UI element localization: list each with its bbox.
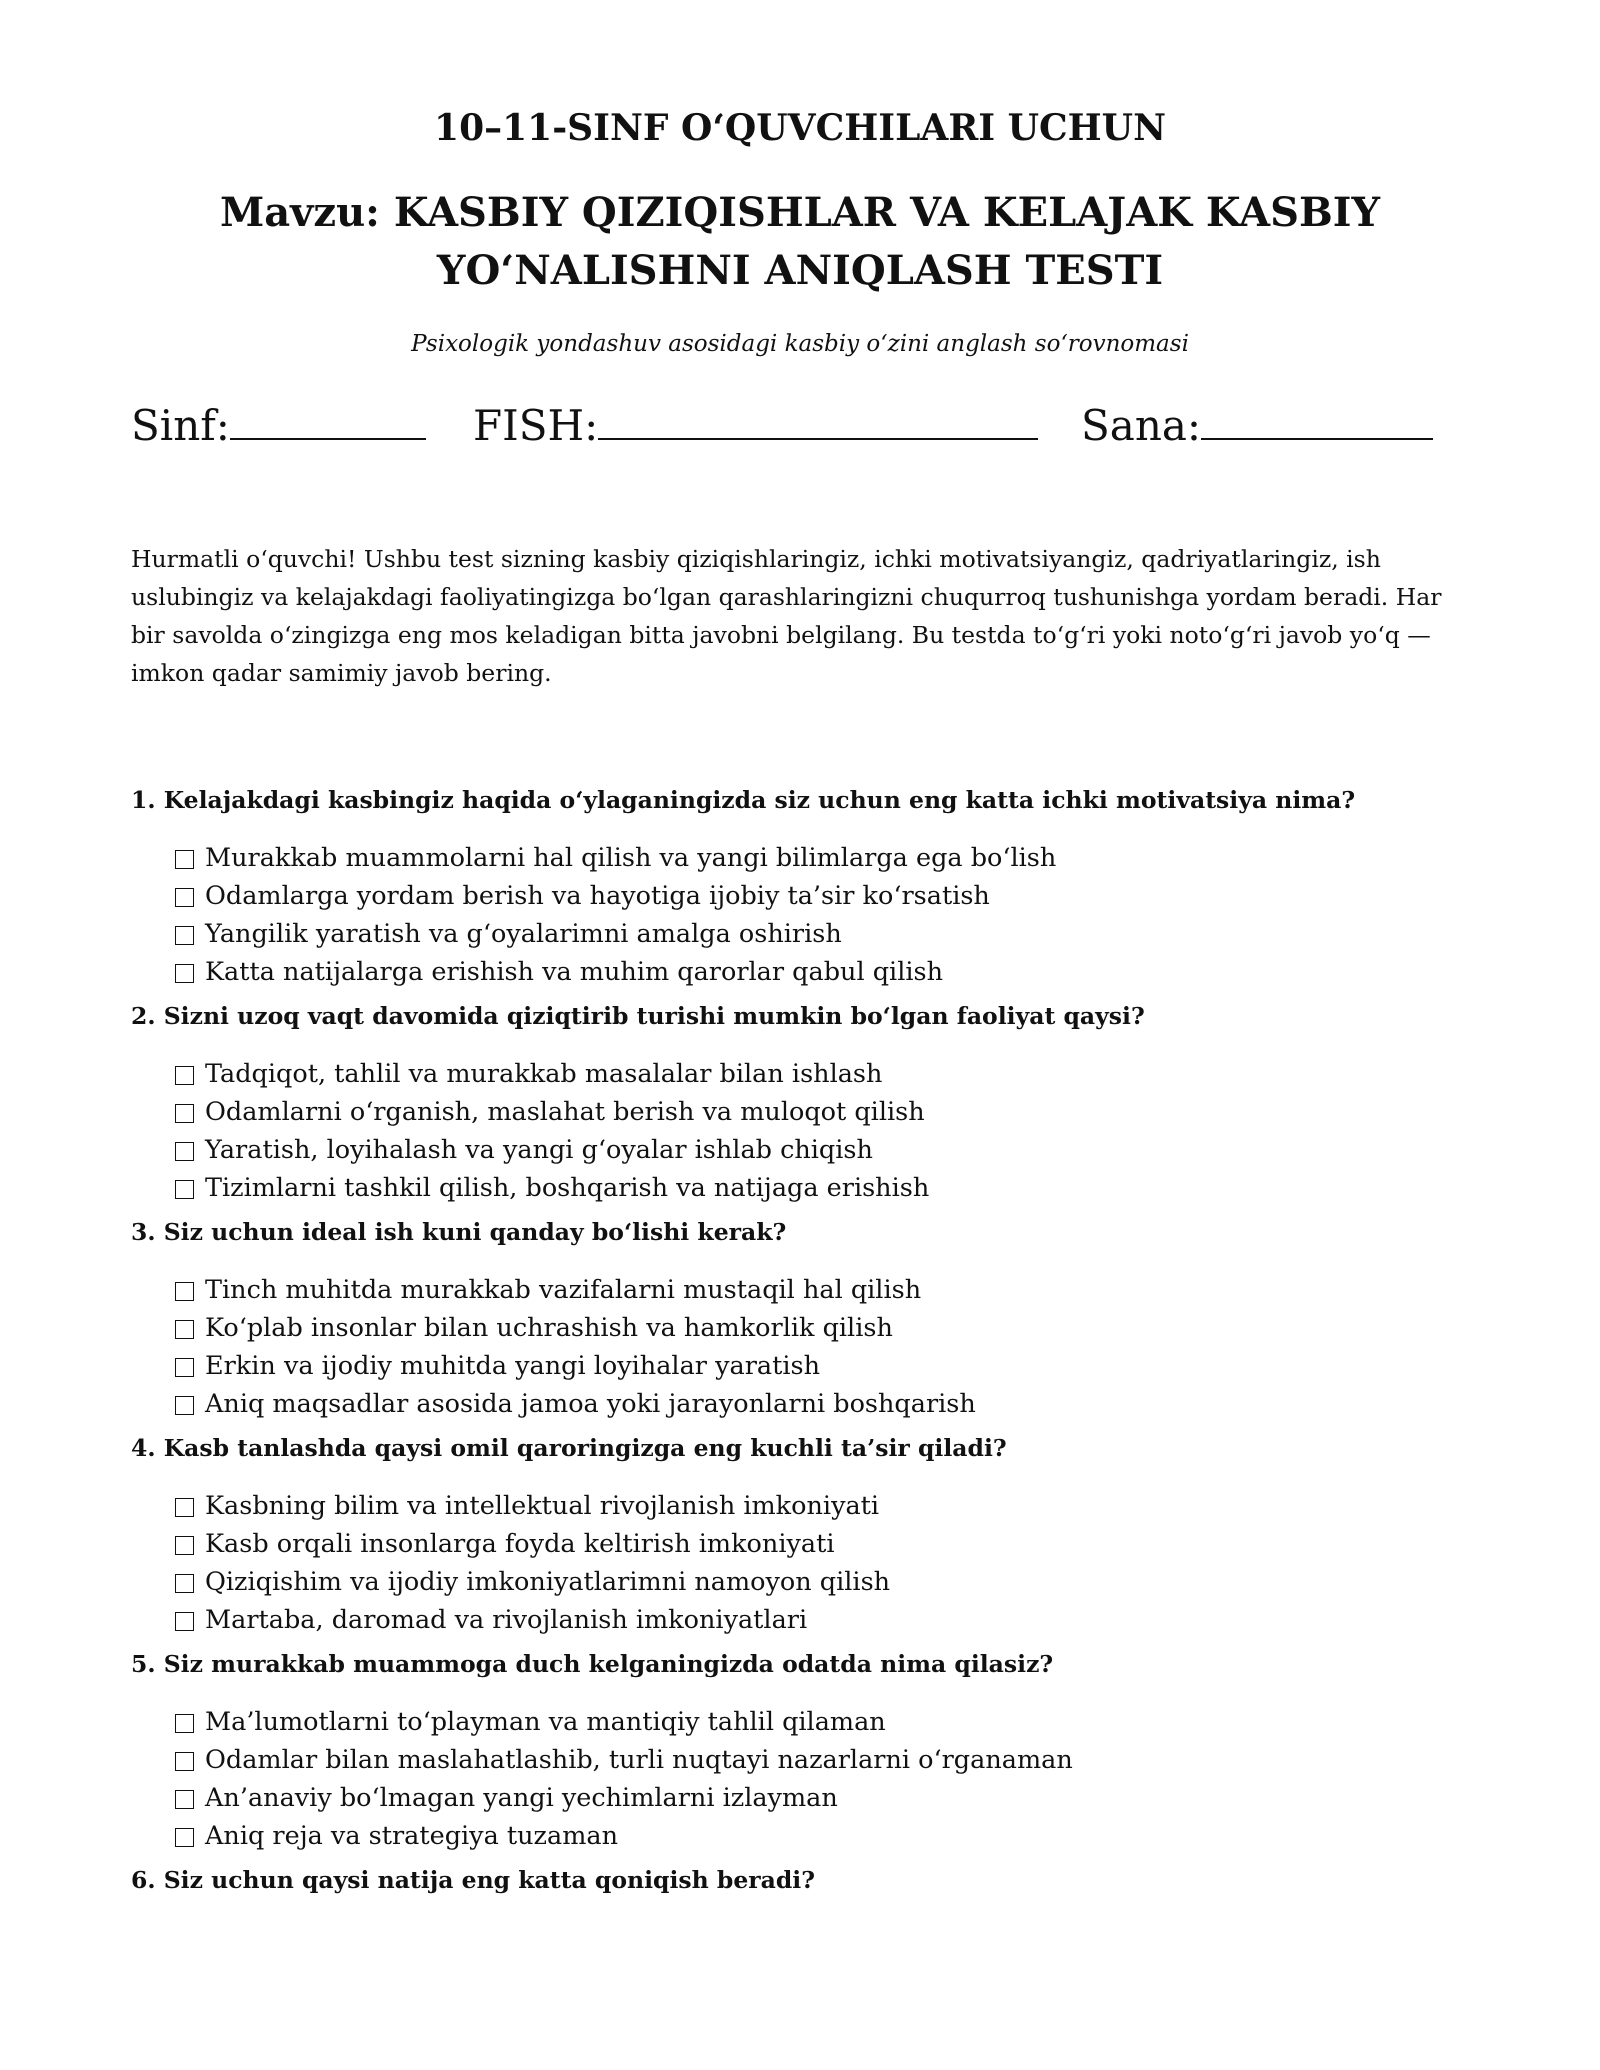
- checkbox-icon[interactable]: [175, 1752, 194, 1771]
- answer-option[interactable]: [175, 1055, 1471, 1093]
- answer-option-label: Odamlarni o‘rganish, maslahat berish va muloqot qilish: [205, 1097, 925, 1127]
- answer-option[interactable]: [175, 1779, 1471, 1817]
- checkbox-icon[interactable]: [175, 1612, 194, 1631]
- answer-options: [175, 1055, 1471, 1207]
- date-field: [1081, 392, 1433, 456]
- answer-option-label: Katta natijalarga erishish va muhim qarorlar qabul qilish: [205, 957, 944, 987]
- name-field: [473, 392, 1038, 456]
- answer-option-label: Yaratish, loyihalash va yangi g‘oyalar ishlab chiqish: [205, 1135, 873, 1165]
- answer-option-label: Martaba, daromad va rivojlanish imkoniyatlari: [205, 1605, 808, 1635]
- question-list: [131, 783, 1471, 1905]
- class-label: Sinf:: [131, 401, 230, 450]
- checkbox-icon[interactable]: [175, 850, 194, 869]
- question-block: [131, 1863, 1471, 1897]
- answer-options: [175, 1271, 1471, 1423]
- question-block: [131, 783, 1471, 991]
- answer-option[interactable]: [175, 1741, 1471, 1779]
- topic-title: Mavzu: KASBIY QIZIQISHLAR VA KELAJAK KASBIY YO‘NALISHNI ANIQLASH TESTI: [219, 189, 1381, 294]
- question-text: 3. Siz uchun ideal ish kuni qanday bo‘lishi kerak?: [131, 1218, 787, 1246]
- answer-option-label: Aniq maqsadlar asosida jamoa yoki jarayonlarni boshqarish: [205, 1389, 976, 1419]
- answer-option-label: An’anaviy bo‘lmagan yangi yechimlarni izlayman: [205, 1783, 838, 1813]
- answer-option-label: Ko‘plab insonlar bilan uchrashish va hamkorlik qilish: [205, 1313, 893, 1343]
- answer-option[interactable]: [175, 1563, 1471, 1601]
- answer-option-label: Odamlarga yordam berish va hayotiga ijobiy ta’sir ko‘rsatish: [205, 881, 990, 911]
- name-blank[interactable]: [598, 392, 1038, 440]
- question-block: [131, 1215, 1471, 1423]
- answer-option-label: Kasb orqali insonlarga foyda keltirish imkoniyati: [205, 1529, 835, 1559]
- answer-option[interactable]: [175, 1093, 1471, 1131]
- answer-option[interactable]: [175, 1525, 1471, 1563]
- answer-option[interactable]: [175, 1169, 1471, 1207]
- answer-option[interactable]: [175, 1271, 1471, 1309]
- answer-option-label: Tadqiqot, tahlil va murakkab masalalar bilan ishlash: [205, 1059, 883, 1089]
- question-text: 6. Siz uchun qaysi natija eng katta qoniqish beradi?: [131, 1866, 816, 1894]
- answer-option[interactable]: [175, 953, 1471, 991]
- answer-option-label: Erkin va ijodiy muhitda yangi loyihalar yaratish: [205, 1351, 821, 1381]
- answer-options: [175, 1703, 1471, 1855]
- class-blank[interactable]: [230, 392, 426, 440]
- answer-option[interactable]: [175, 839, 1471, 877]
- answer-option[interactable]: [175, 1817, 1471, 1855]
- question-text: 2. Sizni uzoq vaqt davomida qiziqtirib turishi mumkin bo‘lgan faoliyat qaysi?: [131, 1002, 1145, 1030]
- answer-option-label: Tinch muhitda murakkab vazifalarni mustaqil hal qilish: [205, 1275, 922, 1305]
- checkbox-icon[interactable]: [175, 1358, 194, 1377]
- grade-title: 10–11-SINF O‘QUVCHILARI UCHUN: [434, 107, 1166, 149]
- checkbox-icon[interactable]: [175, 888, 194, 907]
- answer-option-label: Ma’lumotlarni to‘playman va mantiqiy tahlil qilaman: [205, 1707, 886, 1737]
- answer-option[interactable]: [175, 1347, 1471, 1385]
- answer-option-label: Qiziqishim va ijodiy imkoniyatlarimni namoyon qilish: [205, 1567, 891, 1597]
- answer-option[interactable]: [175, 1309, 1471, 1347]
- question-block: [131, 999, 1471, 1207]
- answer-option[interactable]: [175, 877, 1471, 915]
- name-label: FISH:: [473, 401, 599, 450]
- answer-option[interactable]: [175, 1487, 1471, 1525]
- intro-paragraph: Hurmatli o‘quvchi! Ushbu test sizning kasbiy qiziqishlaringiz, ichki motivatsiyangiz, qadriyatlaringiz, ish uslubingiz va kelajakdagi faoliyatingizga bo‘lgan qarashlaringizni chuqurroq tushunishga yordam beradi. Har bir savolda o‘zingizga eng mos keladigan bitta javobni belgilang. Bu testda to‘g‘ri yoki noto‘g‘ri javob yo‘q — imkon qadar samimiy javob bering.: [131, 545, 1442, 687]
- answer-option[interactable]: [175, 1131, 1471, 1169]
- answer-option-label: Odamlar bilan maslahatlashib, turli nuqtayi nazarlarni o‘rganaman: [205, 1745, 1073, 1775]
- checkbox-icon[interactable]: [175, 1714, 194, 1733]
- question-text: 1. Kelajakdagi kasbingiz haqida o‘ylaganingizda siz uchun eng katta ichki motivatsiya nima?: [131, 786, 1356, 814]
- checkbox-icon[interactable]: [175, 1498, 194, 1517]
- answer-option[interactable]: [175, 1703, 1471, 1741]
- class-field: [131, 392, 426, 456]
- subtitle: Psixologik yondashuv asosidagi kasbiy o‘zini anglash so‘rovnomasi: [411, 331, 1189, 357]
- question-block: [131, 1647, 1471, 1855]
- checkbox-icon[interactable]: [175, 1104, 194, 1123]
- student-info-fields: [131, 392, 1471, 452]
- checkbox-icon[interactable]: [175, 1066, 194, 1085]
- answer-option-label: Murakkab muammolarni hal qilish va yangi bilimlarga ega bo‘lish: [205, 843, 1057, 873]
- answer-option-label: Yangilik yaratish va g‘oyalarimni amalga oshirish: [205, 919, 842, 949]
- question-block: [131, 1431, 1471, 1639]
- checkbox-icon[interactable]: [175, 1180, 194, 1199]
- checkbox-icon[interactable]: [175, 1536, 194, 1555]
- answer-option[interactable]: [175, 915, 1471, 953]
- answer-option-label: Kasbning bilim va intellektual rivojlanish imkoniyati: [205, 1491, 880, 1521]
- answer-option[interactable]: [175, 1601, 1471, 1639]
- checkbox-icon[interactable]: [175, 1396, 194, 1415]
- checkbox-icon[interactable]: [175, 1320, 194, 1339]
- answer-options: [175, 839, 1471, 991]
- answer-option-label: Aniq reja va strategiya tuzaman: [205, 1821, 619, 1851]
- answer-option[interactable]: [175, 1385, 1471, 1423]
- checkbox-icon[interactable]: [175, 1142, 194, 1161]
- checkbox-icon[interactable]: [175, 1790, 194, 1809]
- checkbox-icon[interactable]: [175, 1282, 194, 1301]
- checkbox-icon[interactable]: [175, 1828, 194, 1847]
- question-text: 4. Kasb tanlashda qaysi omil qaroringizga eng kuchli ta’sir qiladi?: [131, 1434, 1007, 1462]
- date-label: Sana:: [1081, 401, 1202, 450]
- checkbox-icon[interactable]: [175, 964, 194, 983]
- checkbox-icon[interactable]: [175, 1574, 194, 1593]
- date-blank[interactable]: [1201, 392, 1433, 440]
- question-text: 5. Siz murakkab muammoga duch kelganingizda odatda nima qilasiz?: [131, 1650, 1054, 1678]
- checkbox-icon[interactable]: [175, 926, 194, 945]
- answer-option-label: Tizimlarni tashkil qilish, boshqarish va natijaga erishish: [205, 1173, 930, 1203]
- answer-options: [175, 1487, 1471, 1639]
